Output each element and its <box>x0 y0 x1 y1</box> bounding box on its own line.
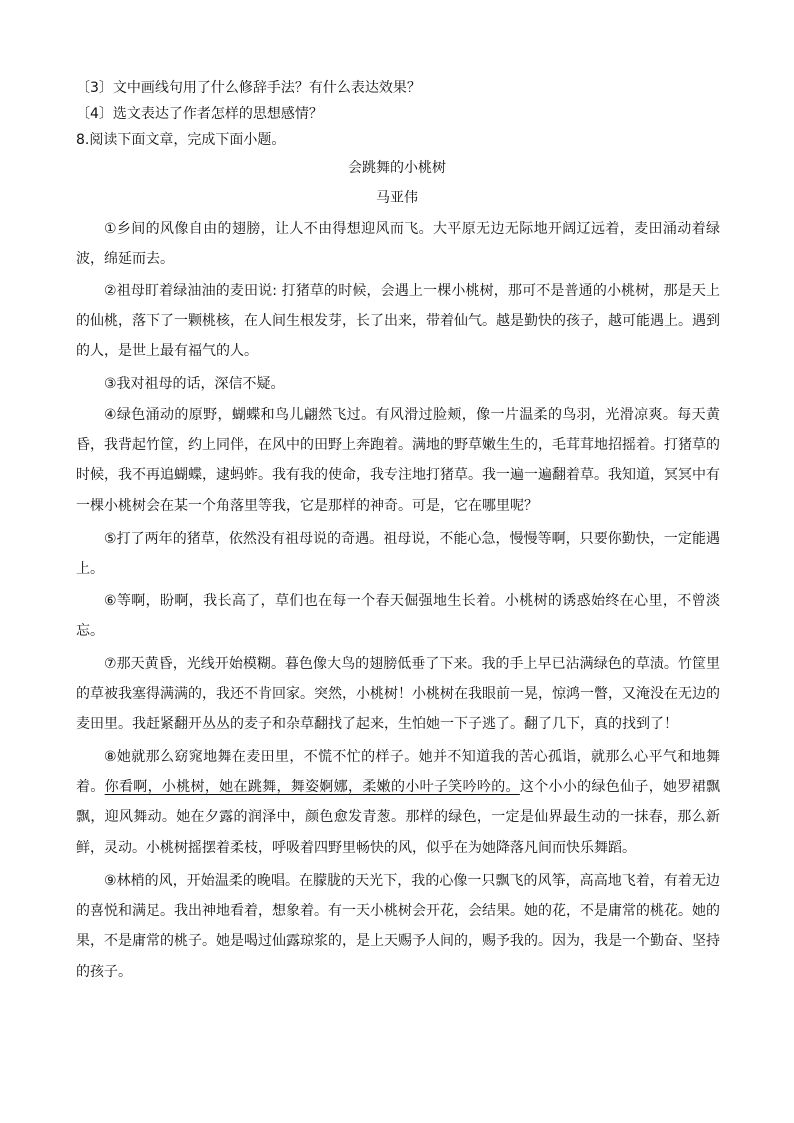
paragraph-1: ①乡间的风像自由的翅膀，让人不由得想迎风而飞。大平原无边无际地开阔辽远着，麦田涌动着绿波，绵延而去。 <box>76 221 720 268</box>
question-3: 〔3〕文中画线句用了什么修辞手法？有什么表达效果？ <box>76 80 421 96</box>
question-4: 〔4〕选文表达了作者怎样的思想感情？ <box>76 106 323 122</box>
article-author: 马亚伟 <box>376 190 418 206</box>
paragraph-7: ⑦那天黄昏，光线开始模糊。暮色像大鸟的翅膀低垂了下来。我的手上早已沾满绿色的草渍。竹筐里的草被我塞得满满的，我还不肯回家。突然，小桃树！小桃树在我眼前一晃，惊鸿一瞥，又淹没在无边的麦田里。我赶紧翻开丛丛的麦子和杂草翻找了起来，生怕她一下子逃了。翻了几下，真的找到了！ <box>76 656 720 733</box>
underlined-sentence: 你看啊，小桃树，她在跳舞，舞姿婀娜，柔嫩的小叶子笑吟吟的。 <box>104 779 520 796</box>
question-8-instruction: 8.阅读下面文章，完成下面小题。 <box>76 132 286 148</box>
paragraph-3: ③我对祖母的话，深信不疑。 <box>104 376 285 392</box>
article-title: 会跳舞的小桃树 <box>348 160 446 176</box>
paragraph-2: ②祖母盯着绿油油的麦田说: 打猪草的时候，会遇上一棵小桃树，那可不是普通的小桃树，那是天上的仙桃，落下了一颗桃核，在人间生根发芽，长了出来，带着仙气。越是勤快的孩子，越可能遇上。遇到的人，是世上最有福气的人。 <box>76 283 720 360</box>
paragraph-5: ⑤打了两年的猪草，依然没有祖母说的奇遇。祖母说，不能心急，慢慢等啊，只要你勤快，一定能遇上。 <box>76 531 720 578</box>
paragraph-8-text-after: 这个小小的绿色仙子，她罗裙飘飘，迎风舞动。她在夕露的润泽中，颜色愈发青葱。那样的绿色，一定是仙界最生动的一抹春，那么新鲜，灵动。小桃树摇摆着柔枝，呼吸着四野里畅快的风，似乎在为她降落凡间而快乐舞蹈。 <box>76 779 721 856</box>
paragraph-4: ④绿色涌动的原野，蝴蝶和鸟儿翩然飞过。有风滑过脸颊，像一片温柔的鸟羽，光滑凉爽。每天黄昏，我背起竹筐，约上同伴，在风中的田野上奔跑着。满地的野草嫩生生的，毛茸茸地招摇着。打猪草的时候，我不再追蝴蝶，逮蚂蚱。我有我的使命，我专注地打猪草。我一遍一遍翻着草。我知道，冥冥中有一棵小桃树会在某一个角落里等我，它是那样的神奇。可是，它在哪里呢？ <box>76 407 720 514</box>
paragraph-6: ⑥等啊，盼啊，我长高了，草们也在每一个春天倔强地生长着。小桃树的诱惑始终在心里，不曾淡忘。 <box>76 593 720 640</box>
paragraph-9: ⑨林梢的风，开始温柔的晚唱。在朦胧的天光下，我的心像一只飘飞的风筝，高高地飞着，有着无边的喜悦和满足。我出神地看着，想象着。有一天小桃树会开花，会结果。她的花，不是庸常的桃花。她的果，不是庸常的桃子。她是喝过仙露琼浆的，是上天赐予人间的，赐予我的。因为，我是一个勤奋、坚持的孩子。 <box>76 873 720 980</box>
paragraph-8 <box>76 742 720 863</box>
paragraph-8-text-before: ⑧她就那么窈窕地舞在麦田里，不慌不忙的样子。她并不知道我的苦心孤诣，就那么心平气和地舞着。 <box>76 749 720 796</box>
